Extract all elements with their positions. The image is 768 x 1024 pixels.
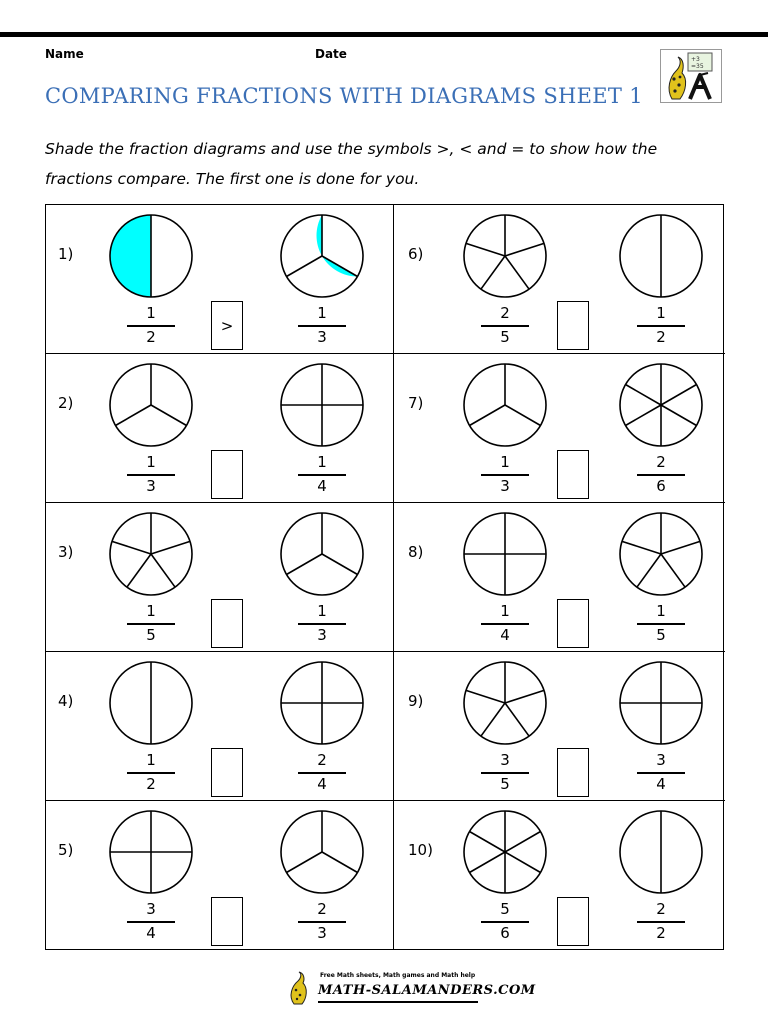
division-line (625, 405, 661, 426)
fraction-bar (637, 772, 685, 774)
fraction-right (298, 602, 346, 645)
problem-cell (394, 205, 725, 354)
fraction-diagram-left[interactable] (104, 656, 198, 750)
division-line (151, 541, 190, 554)
top-rule (0, 32, 768, 37)
fraction-bar (481, 921, 529, 923)
problem-cell (46, 801, 394, 950)
svg-text:+3: +3 (691, 56, 700, 63)
division-line (112, 541, 151, 554)
fraction-left (481, 602, 529, 645)
problem-cell (46, 503, 394, 652)
fraction-bar (637, 623, 685, 625)
fraction-right (637, 602, 685, 645)
fraction-diagram-right[interactable] (614, 358, 708, 452)
denominator: 5 (500, 328, 510, 346)
fraction-diagram-right[interactable] (614, 507, 708, 601)
problem-number: 4) (58, 692, 74, 710)
problem-number: 9) (408, 692, 424, 710)
fraction-bar (481, 772, 529, 774)
fraction-bar (481, 623, 529, 625)
problem-number: 6) (408, 245, 424, 263)
problem-cell (46, 354, 394, 503)
fraction-bar (637, 474, 685, 476)
problem-cell (394, 652, 725, 801)
salamander-logo-icon (660, 49, 722, 103)
division-line (637, 554, 661, 587)
division-line (286, 852, 322, 873)
denominator: 4 (146, 924, 156, 942)
fraction-diagram-left[interactable] (104, 209, 198, 303)
fraction-bar (127, 623, 175, 625)
denominator: 2 (146, 328, 156, 346)
fraction-bar (127, 474, 175, 476)
fraction-bar (481, 474, 529, 476)
fraction-right (298, 751, 346, 794)
fraction-bar (298, 325, 346, 327)
fraction-bar (298, 623, 346, 625)
fraction-left (127, 453, 175, 496)
division-line (505, 852, 541, 873)
fraction-left (481, 453, 529, 496)
problem-number: 5) (58, 841, 74, 859)
comparison-answer-box[interactable] (211, 897, 243, 946)
fraction-left (127, 751, 175, 794)
fraction-right (637, 304, 685, 347)
fraction-bar (637, 325, 685, 327)
fraction-left (481, 751, 529, 794)
division-line (505, 405, 541, 426)
denominator: 3 (317, 328, 327, 346)
problem-grid (45, 204, 724, 950)
comparison-answer-box[interactable] (557, 748, 589, 797)
division-line (661, 385, 697, 406)
fraction-diagram-left[interactable] (458, 805, 552, 899)
division-line (286, 256, 322, 277)
numerator: 1 (317, 453, 327, 471)
page-title: COMPARING FRACTIONS WITH DIAGRAMS SHEET 1 (45, 84, 643, 108)
fraction-diagram-left[interactable] (458, 656, 552, 750)
denominator: 4 (656, 775, 666, 793)
numerator: 3 (146, 900, 156, 918)
numerator: 1 (146, 304, 156, 322)
problem-number: 2) (58, 394, 74, 412)
fraction-right (637, 453, 685, 496)
numerator: 1 (656, 304, 666, 322)
division-line (481, 256, 505, 289)
division-line (505, 243, 544, 256)
fraction-right (298, 304, 346, 347)
problem-cell (394, 801, 725, 950)
division-line (127, 554, 151, 587)
numerator: 1 (146, 751, 156, 769)
fraction-left (127, 602, 175, 645)
comparison-answer-box[interactable] (211, 450, 243, 499)
division-line (481, 703, 505, 736)
fraction-bar (298, 772, 346, 774)
comparison-answer-box[interactable] (557, 450, 589, 499)
denominator: 2 (656, 924, 666, 942)
fraction-diagram-right[interactable] (614, 805, 708, 899)
fraction-left (481, 304, 529, 347)
denominator: 6 (656, 477, 666, 495)
fraction-diagram-right[interactable] (275, 507, 369, 601)
fraction-diagram-right[interactable] (275, 656, 369, 750)
name-label: Name (45, 47, 84, 61)
denominator: 5 (500, 775, 510, 793)
comparison-answer-box[interactable] (557, 897, 589, 946)
numerator: 2 (656, 453, 666, 471)
problem-cell (394, 503, 725, 652)
fraction-diagram-left[interactable] (104, 507, 198, 601)
denominator: 4 (500, 626, 510, 644)
division-line (286, 554, 322, 575)
denominator: 5 (656, 626, 666, 644)
division-line (661, 405, 697, 426)
footer-brand: MATH-SALAMANDERS.COM (318, 983, 536, 998)
numerator: 2 (317, 751, 327, 769)
comparison-answer-box[interactable]: > (211, 301, 243, 350)
numerator: 1 (146, 453, 156, 471)
fraction-diagram-right[interactable] (275, 358, 369, 452)
division-line (505, 832, 541, 853)
fraction-diagram-right[interactable] (275, 805, 369, 899)
problem-number: 1) (58, 245, 74, 263)
comparison-answer-box[interactable] (557, 599, 589, 648)
numerator: 2 (317, 900, 327, 918)
division-line (625, 385, 661, 406)
fraction-diagram-left[interactable] (458, 209, 552, 303)
denominator: 4 (317, 775, 327, 793)
fraction-diagram-right[interactable] (275, 209, 369, 303)
denominator: 3 (146, 477, 156, 495)
problem-cell (394, 354, 725, 503)
denominator: 2 (656, 328, 666, 346)
fraction-diagram-left[interactable] (458, 507, 552, 601)
denominator: 4 (317, 477, 327, 495)
division-line (469, 852, 505, 873)
division-line (661, 554, 685, 587)
division-line (322, 852, 358, 873)
fraction-left (481, 900, 529, 943)
svg-text:=35: =35 (691, 63, 704, 70)
fraction-diagram-left[interactable] (104, 358, 198, 452)
fraction-right (637, 900, 685, 943)
comparison-answer-box[interactable] (211, 599, 243, 648)
division-line (469, 405, 505, 426)
fraction-bar (298, 921, 346, 923)
fraction-bar (637, 921, 685, 923)
fraction-diagram-right[interactable] (614, 209, 708, 303)
division-line (505, 690, 544, 703)
problem-number: 7) (408, 394, 424, 412)
division-line (151, 554, 175, 587)
fraction-right (298, 900, 346, 943)
problem-number: 8) (408, 543, 424, 561)
numerator: 1 (317, 602, 327, 620)
division-line (622, 541, 661, 554)
division-line (505, 703, 529, 736)
division-line (505, 256, 529, 289)
comparison-answer-box[interactable] (211, 748, 243, 797)
fraction-bar (127, 772, 175, 774)
denominator: 3 (317, 626, 327, 644)
shaded-sector (110, 215, 151, 297)
denominator: 6 (500, 924, 510, 942)
denominator: 5 (146, 626, 156, 644)
division-line (661, 541, 700, 554)
problem-cell (46, 205, 394, 354)
date-label: Date (315, 47, 347, 61)
numerator: 1 (317, 304, 327, 322)
division-line (469, 832, 505, 853)
fraction-left (127, 900, 175, 943)
denominator: 3 (317, 924, 327, 942)
fraction-left (127, 304, 175, 347)
footer-logo (284, 968, 536, 1008)
problem-number: 3) (58, 543, 74, 561)
numerator: 3 (656, 751, 666, 769)
fraction-diagram-left[interactable] (104, 805, 198, 899)
fraction-diagram-right[interactable] (614, 656, 708, 750)
numerator: 1 (656, 602, 666, 620)
instructions: Shade the fraction diagrams and use the symbols >, < and = to show how the fractions compare. The first one is done for you. (45, 140, 658, 188)
footer-underline (318, 1001, 478, 1003)
comparison-answer-box[interactable] (557, 301, 589, 350)
division-line (466, 243, 505, 256)
division-line (151, 405, 187, 426)
numerator: 1 (500, 453, 510, 471)
numerator: 1 (500, 602, 510, 620)
problem-number: 10) (408, 841, 433, 859)
fraction-right (298, 453, 346, 496)
footer-tagline: Free Math sheets, Math games and Math help (320, 972, 476, 979)
fraction-diagram-left[interactable] (458, 358, 552, 452)
numerator: 2 (500, 304, 510, 322)
numerator: 3 (500, 751, 510, 769)
salamander-logo-icon (284, 970, 318, 1006)
fraction-bar (127, 921, 175, 923)
numerator: 2 (656, 900, 666, 918)
denominator: 3 (500, 477, 510, 495)
fraction-bar (298, 474, 346, 476)
division-line (322, 256, 358, 277)
problem-cell (46, 652, 394, 801)
division-line (115, 405, 151, 426)
division-line (322, 554, 358, 575)
numerator: 5 (500, 900, 510, 918)
fraction-bar (481, 325, 529, 327)
division-line (466, 690, 505, 703)
denominator: 2 (146, 775, 156, 793)
numerator: 1 (146, 602, 156, 620)
fraction-bar (127, 325, 175, 327)
fraction-right (637, 751, 685, 794)
